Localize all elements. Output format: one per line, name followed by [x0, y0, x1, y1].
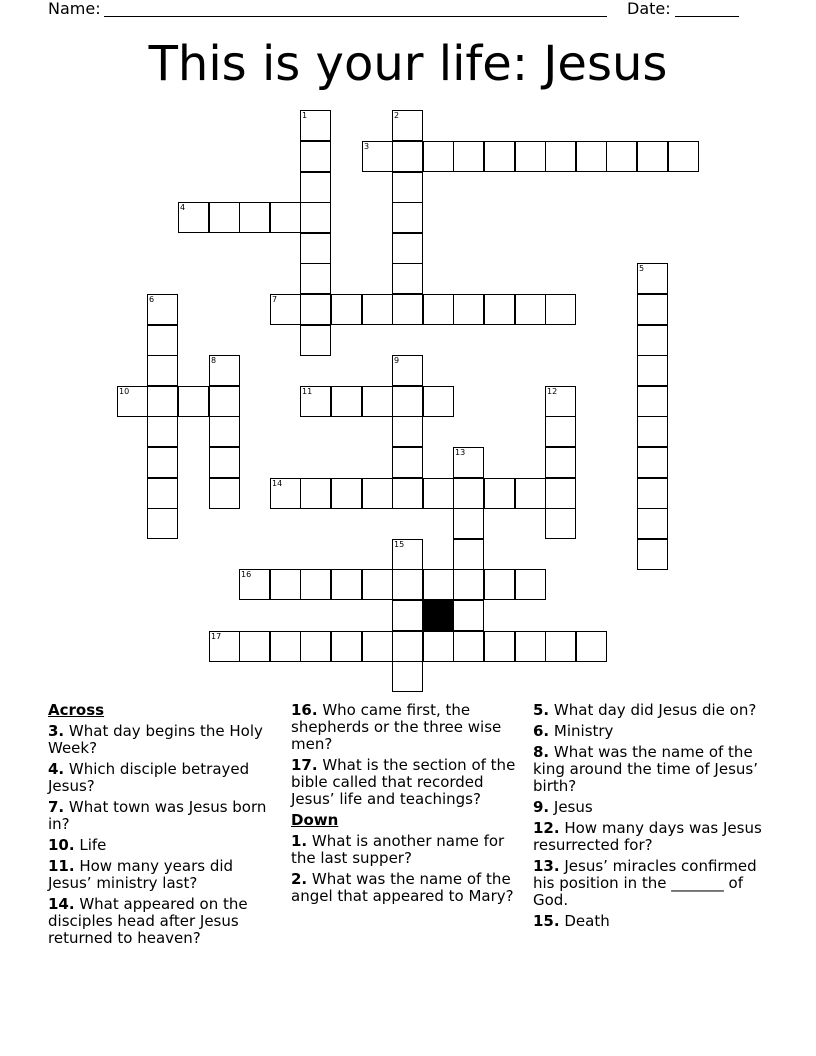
- grid-cell[interactable]: [392, 263, 423, 294]
- grid-cell[interactable]: [392, 172, 423, 203]
- grid-cell[interactable]: [270, 569, 301, 600]
- clue-text: What day begins the Holy Week?: [48, 722, 263, 757]
- clue-number-label: 10.: [48, 836, 75, 854]
- clue-text: Jesus’ miracles confirmed his position in the _______ of God.: [533, 857, 757, 909]
- clue-text: Death: [559, 912, 610, 930]
- grid-cell[interactable]: [637, 386, 668, 417]
- grid-cell[interactable]: [239, 202, 270, 233]
- grid-cell[interactable]: [392, 110, 423, 141]
- clue-number: 15: [394, 540, 405, 549]
- grid-cell[interactable]: [331, 631, 362, 662]
- grid-cell[interactable]: [147, 386, 178, 417]
- grid-cell[interactable]: [239, 569, 270, 600]
- clue-item: [291, 871, 519, 905]
- clue-number-label: 16.: [291, 701, 318, 719]
- grid-cell[interactable]: [637, 263, 668, 294]
- grid-cell[interactable]: [668, 141, 699, 172]
- clue-number-label: 14.: [48, 895, 75, 913]
- clue-item: [48, 799, 273, 833]
- clue-text: Who came first, the shepherds or the three wise men?: [291, 701, 502, 753]
- grid-cell[interactable]: [147, 508, 178, 539]
- clue-item: [48, 761, 273, 795]
- grid-cell[interactable]: [545, 386, 576, 417]
- clue-number: 11: [302, 387, 313, 396]
- grid-cell[interactable]: [392, 294, 423, 325]
- clue-number: 7: [272, 295, 278, 304]
- clue-number: 13: [455, 448, 466, 457]
- grid-cell[interactable]: [270, 294, 301, 325]
- grid-cell[interactable]: [331, 478, 362, 509]
- clue-item: [291, 702, 519, 753]
- grid-cell[interactable]: [147, 478, 178, 509]
- grid-cell[interactable]: [392, 141, 423, 172]
- clue-text: What day did Jesus die on?: [549, 701, 757, 719]
- clue-number-label: 6.: [533, 722, 550, 740]
- clue-number: 6: [149, 295, 155, 304]
- grid-cell[interactable]: [453, 631, 484, 662]
- grid-cell[interactable]: [606, 141, 637, 172]
- grid-cell[interactable]: [178, 386, 209, 417]
- grid-cell[interactable]: [423, 294, 454, 325]
- grid-cell[interactable]: [392, 416, 423, 447]
- grid-cell[interactable]: [637, 141, 668, 172]
- clue-text: What appeared on the disciples head after Jesus returned to heaven?: [48, 895, 248, 947]
- grid-cell[interactable]: [576, 631, 607, 662]
- across-heading: Across: [48, 701, 105, 719]
- grid-cell[interactable]: [209, 202, 240, 233]
- grid-cell[interactable]: [239, 631, 270, 662]
- clue-number: 4: [180, 203, 186, 212]
- grid-cell[interactable]: [300, 202, 331, 233]
- grid-cell[interactable]: [545, 294, 576, 325]
- clue-number: 10: [119, 387, 130, 396]
- grid-cell[interactable]: [331, 386, 362, 417]
- grid-cell[interactable]: [362, 294, 393, 325]
- grid-cell[interactable]: [453, 294, 484, 325]
- grid-cell[interactable]: [300, 325, 331, 356]
- grid-cell[interactable]: [392, 569, 423, 600]
- clues-column-2: [291, 702, 519, 909]
- clue-number: 1: [302, 111, 308, 120]
- clue-text: How many years did Jesus’ ministry last?: [48, 857, 234, 892]
- grid-cell[interactable]: [392, 355, 423, 386]
- page-title: This is your life: Jesus: [148, 36, 668, 92]
- clue-number: 5: [639, 264, 645, 273]
- clue-text: What is the section of the bible called that recorded Jesus’ life and teachings?: [291, 756, 516, 808]
- grid-cell[interactable]: [515, 631, 546, 662]
- clue-item: [533, 858, 768, 909]
- grid-cell[interactable]: [392, 386, 423, 417]
- grid-cell[interactable]: [637, 355, 668, 386]
- grid-cell[interactable]: [637, 478, 668, 509]
- grid-cell[interactable]: [453, 478, 484, 509]
- clue-text: What is another name for the last supper?: [291, 832, 505, 867]
- grid-cell[interactable]: [392, 539, 423, 570]
- grid-cell[interactable]: [117, 386, 148, 417]
- grid-cell[interactable]: [637, 447, 668, 478]
- clue-text: Ministry: [549, 722, 614, 740]
- grid-cell[interactable]: [545, 416, 576, 447]
- grid-cell[interactable]: [362, 569, 393, 600]
- grid-cell[interactable]: [300, 631, 331, 662]
- clue-text: What was the name of the angel that appeared to Mary?: [291, 870, 514, 905]
- grid-cell[interactable]: [270, 631, 301, 662]
- clue-item: [291, 833, 519, 867]
- clues-column-3: [533, 702, 768, 934]
- grid-cell[interactable]: [362, 631, 393, 662]
- clue-item: [48, 896, 273, 947]
- grid-cell[interactable]: [423, 569, 454, 600]
- grid-cell[interactable]: [209, 386, 240, 417]
- name-label: Name:: [48, 0, 101, 18]
- grid-cell[interactable]: [484, 478, 515, 509]
- grid-cell[interactable]: [331, 569, 362, 600]
- grid-cell[interactable]: [209, 355, 240, 386]
- clue-number-label: 9.: [533, 798, 550, 816]
- grid-cell[interactable]: [362, 141, 393, 172]
- clue-number: 14: [272, 479, 283, 488]
- clue-text: What town was Jesus born in?: [48, 798, 267, 833]
- grid-cell[interactable]: [637, 294, 668, 325]
- grid-cell[interactable]: [209, 631, 240, 662]
- clue-item: [533, 799, 768, 816]
- grid-cell[interactable]: [515, 141, 546, 172]
- clue-number-label: 3.: [48, 722, 65, 740]
- clue-number-label: 4.: [48, 760, 65, 778]
- grid-cell[interactable]: [300, 110, 331, 141]
- grid-cell[interactable]: [300, 386, 331, 417]
- grid-cell[interactable]: [637, 508, 668, 539]
- clue-number-label: 13.: [533, 857, 560, 875]
- grid-cell[interactable]: [300, 294, 331, 325]
- grid-cell[interactable]: [637, 325, 668, 356]
- grid-cell[interactable]: [484, 631, 515, 662]
- grid-cell[interactable]: [300, 569, 331, 600]
- date-label: Date:: [627, 0, 671, 18]
- grid-cell[interactable]: [362, 478, 393, 509]
- grid-cell[interactable]: [392, 233, 423, 264]
- clue-number: 12: [547, 387, 558, 396]
- black-cell: [423, 600, 454, 631]
- clue-item: [48, 837, 273, 854]
- grid-cell[interactable]: [515, 478, 546, 509]
- grid-cell[interactable]: [515, 569, 546, 600]
- clue-number-label: 7.: [48, 798, 65, 816]
- grid-cell[interactable]: [209, 447, 240, 478]
- clue-item: [48, 723, 273, 757]
- clue-number: 16: [241, 570, 252, 579]
- down-heading: Down: [291, 811, 339, 829]
- clue-number-label: 2.: [291, 870, 308, 888]
- grid-cell[interactable]: [453, 141, 484, 172]
- grid-cell[interactable]: [300, 478, 331, 509]
- grid-cell[interactable]: [209, 478, 240, 509]
- grid-cell[interactable]: [484, 294, 515, 325]
- grid-cell[interactable]: [453, 447, 484, 478]
- grid-cell[interactable]: [545, 447, 576, 478]
- clue-item: [533, 913, 768, 930]
- grid-cell[interactable]: [484, 569, 515, 600]
- grid-cell[interactable]: [147, 355, 178, 386]
- grid-cell[interactable]: [576, 141, 607, 172]
- grid-cell[interactable]: [300, 263, 331, 294]
- grid-cell[interactable]: [147, 325, 178, 356]
- clue-item: [48, 858, 273, 892]
- clue-number: 3: [364, 142, 370, 151]
- grid-cell[interactable]: [453, 600, 484, 631]
- grid-cell[interactable]: [453, 508, 484, 539]
- grid-cell[interactable]: [147, 416, 178, 447]
- grid-cell[interactable]: [545, 141, 576, 172]
- clue-item: [533, 820, 768, 854]
- grid-cell[interactable]: [637, 416, 668, 447]
- grid-cell[interactable]: [392, 447, 423, 478]
- grid-cell[interactable]: [300, 233, 331, 264]
- clues-column-1: [48, 702, 273, 951]
- clue-text: Life: [74, 836, 107, 854]
- clue-number: 17: [211, 632, 222, 641]
- clue-text: How many days was Jesus resurrected for?: [533, 819, 762, 854]
- clue-number-label: 15.: [533, 912, 560, 930]
- grid-cell[interactable]: [147, 447, 178, 478]
- clue-text: Jesus: [549, 798, 593, 816]
- clue-item: [533, 744, 768, 795]
- grid-cell[interactable]: [484, 141, 515, 172]
- grid-cell[interactable]: [270, 478, 301, 509]
- grid-cell[interactable]: [545, 508, 576, 539]
- grid-cell[interactable]: [453, 539, 484, 570]
- grid-cell[interactable]: [637, 539, 668, 570]
- grid-cell[interactable]: [178, 202, 209, 233]
- grid-cell[interactable]: [545, 631, 576, 662]
- clue-number-label: 11.: [48, 857, 75, 875]
- clue-number-label: 12.: [533, 819, 560, 837]
- grid-cell[interactable]: [300, 141, 331, 172]
- grid-cell[interactable]: [209, 416, 240, 447]
- clue-text: Which disciple betrayed Jesus?: [48, 760, 250, 795]
- grid-cell[interactable]: [423, 631, 454, 662]
- clue-number: 8: [211, 356, 217, 365]
- clue-number: 9: [394, 356, 400, 365]
- clue-text: What was the name of the king around the time of Jesus’ birth?: [533, 743, 758, 795]
- grid-cell[interactable]: [147, 294, 178, 325]
- grid-cell[interactable]: [545, 478, 576, 509]
- clue-number: 2: [394, 111, 400, 120]
- clue-item: [533, 702, 768, 719]
- clue-number-label: 5.: [533, 701, 550, 719]
- grid-cell[interactable]: [453, 569, 484, 600]
- grid-cell[interactable]: [423, 478, 454, 509]
- clue-item: [291, 757, 519, 808]
- clue-number-label: 1.: [291, 832, 308, 850]
- grid-cell[interactable]: [392, 478, 423, 509]
- grid-cell[interactable]: [331, 294, 362, 325]
- clue-number-label: 17.: [291, 756, 318, 774]
- grid-cell[interactable]: [392, 661, 423, 692]
- grid-cell[interactable]: [392, 600, 423, 631]
- grid-cell[interactable]: [515, 294, 546, 325]
- grid-cell[interactable]: [423, 386, 454, 417]
- grid-cell[interactable]: [392, 631, 423, 662]
- clue-number-label: 8.: [533, 743, 550, 761]
- clue-item: [533, 723, 768, 740]
- grid-cell[interactable]: [362, 386, 393, 417]
- grid-cell[interactable]: [300, 172, 331, 203]
- grid-cell[interactable]: [423, 141, 454, 172]
- grid-cell[interactable]: [392, 202, 423, 233]
- grid-cell[interactable]: [270, 202, 301, 233]
